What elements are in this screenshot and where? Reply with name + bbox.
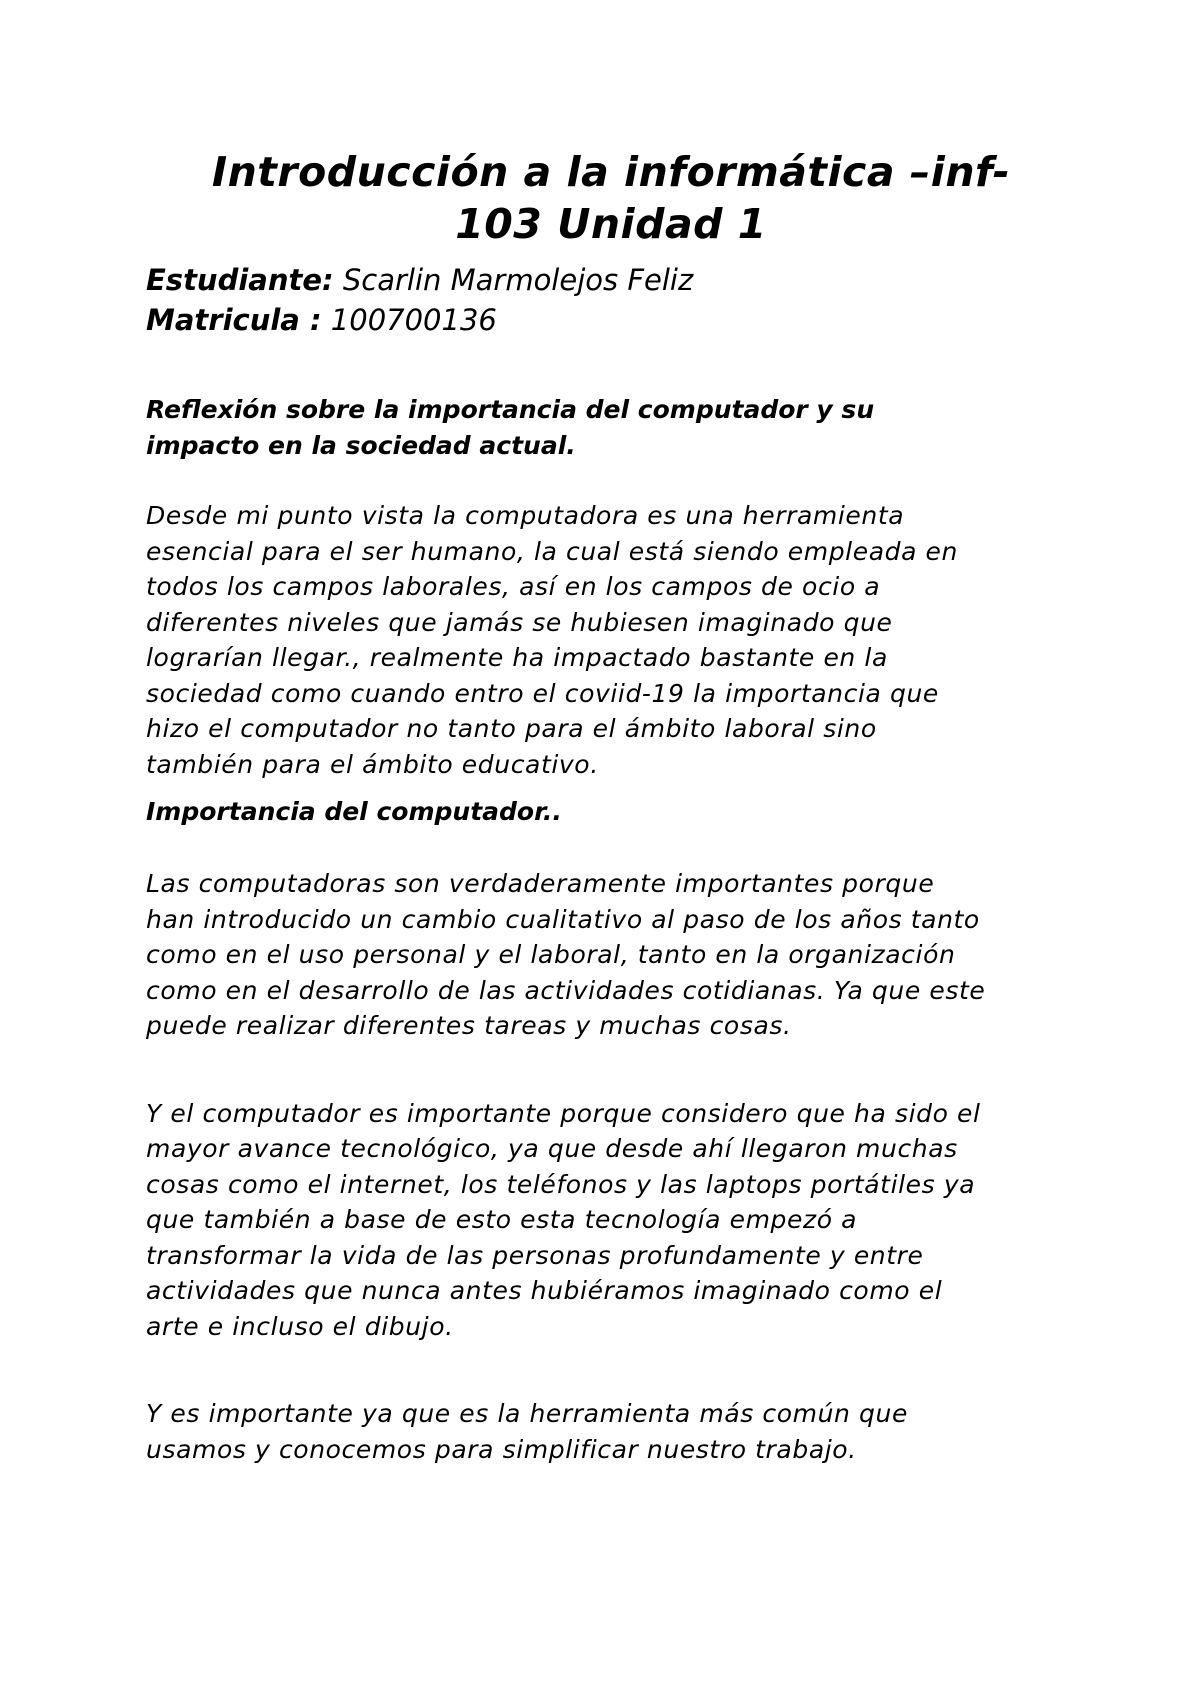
student-name: Scarlin Marmolejos Feliz (342, 263, 694, 297)
paragraph-line: cosas como el internet, los teléfonos y las laptops portátiles ya (146, 1169, 976, 1199)
title-line: 103 Unidad 1 (455, 200, 767, 248)
paragraph-line: Desde mi punto vista la computadora es una herramienta (146, 501, 905, 530)
document-title (146, 146, 1076, 250)
paragraph-line: como en el desarrollo de las actividades cotidianas. Ya que este (146, 975, 986, 1005)
paragraph-importance-2 (146, 1096, 1076, 1345)
paragraph-line: han introducido un cambio cualitativo al paso de los años tanto (146, 904, 980, 934)
paragraph-line: mayor avance tecnológico, ya que desde ahí llegaron muchas (146, 1134, 958, 1163)
student-row (146, 260, 1076, 300)
paragraph-line: esencial para el ser humano, la cual está siendo empleada en (146, 536, 958, 566)
id-value: 100700136 (330, 303, 497, 337)
id-label: Matricula : (146, 303, 322, 337)
paragraph-line: diferentes niveles que jamás se hubiesen imaginado que (146, 607, 893, 637)
heading-line: Importancia del computador.. (146, 797, 562, 826)
paragraph-importance-3 (146, 1396, 1076, 1467)
id-row (146, 300, 1076, 340)
heading-line: Reflexión sobre la importancia del computador y su (146, 395, 875, 424)
paragraph-line: como en el uso personal y el laboral, tanto en la organización (146, 940, 956, 969)
heading-line: impacto en la sociedad actual. (146, 431, 576, 460)
paragraph-line: sociedad como cuando entro el coviid-19 la importancia que (146, 678, 939, 708)
paragraph-line: arte e incluso el dibujo. (146, 1311, 454, 1341)
paragraph-line: Y el computador es importante porque considero que ha sido el (146, 1098, 981, 1128)
paragraph-line: hizo el computador no tanto para el ámbito laboral sino (146, 714, 877, 743)
paragraph-line: Las computadoras son verdaderamente importantes porque (146, 869, 935, 898)
paragraph-reflection (146, 498, 1076, 782)
section-heading-reflection (146, 392, 1076, 464)
section-heading-importance (146, 794, 1076, 830)
paragraph-line: transformar la vida de las personas profundamente y entre (146, 1240, 924, 1270)
paragraph-line: actividades que nunca antes hubiéramos imaginado como el (146, 1276, 943, 1305)
document-body (146, 146, 1076, 1467)
student-info (146, 260, 1076, 340)
student-label: Estudiante: (146, 263, 334, 297)
paragraph-line: puede realizar diferentes tareas y muchas cosas. (146, 1011, 792, 1040)
paragraph-line: también para el ámbito educativo. (146, 749, 599, 779)
paragraph-line: Y es importante ya que es la herramienta más común que (146, 1399, 908, 1428)
paragraph-line: lograrían llegar., realmente ha impactado bastante en la (146, 643, 888, 672)
paragraph-line: que también a base de esto esta tecnología empezó a (146, 1205, 858, 1234)
paragraph-line: todos los campos laborales, así en los campos de ocio a (146, 572, 881, 601)
title-line: Introducción a la informática –inf- (211, 148, 1011, 196)
paragraph-line: usamos y conocemos para simplificar nuestro trabajo. (146, 1434, 857, 1464)
paragraph-importance-1 (146, 866, 1076, 1044)
